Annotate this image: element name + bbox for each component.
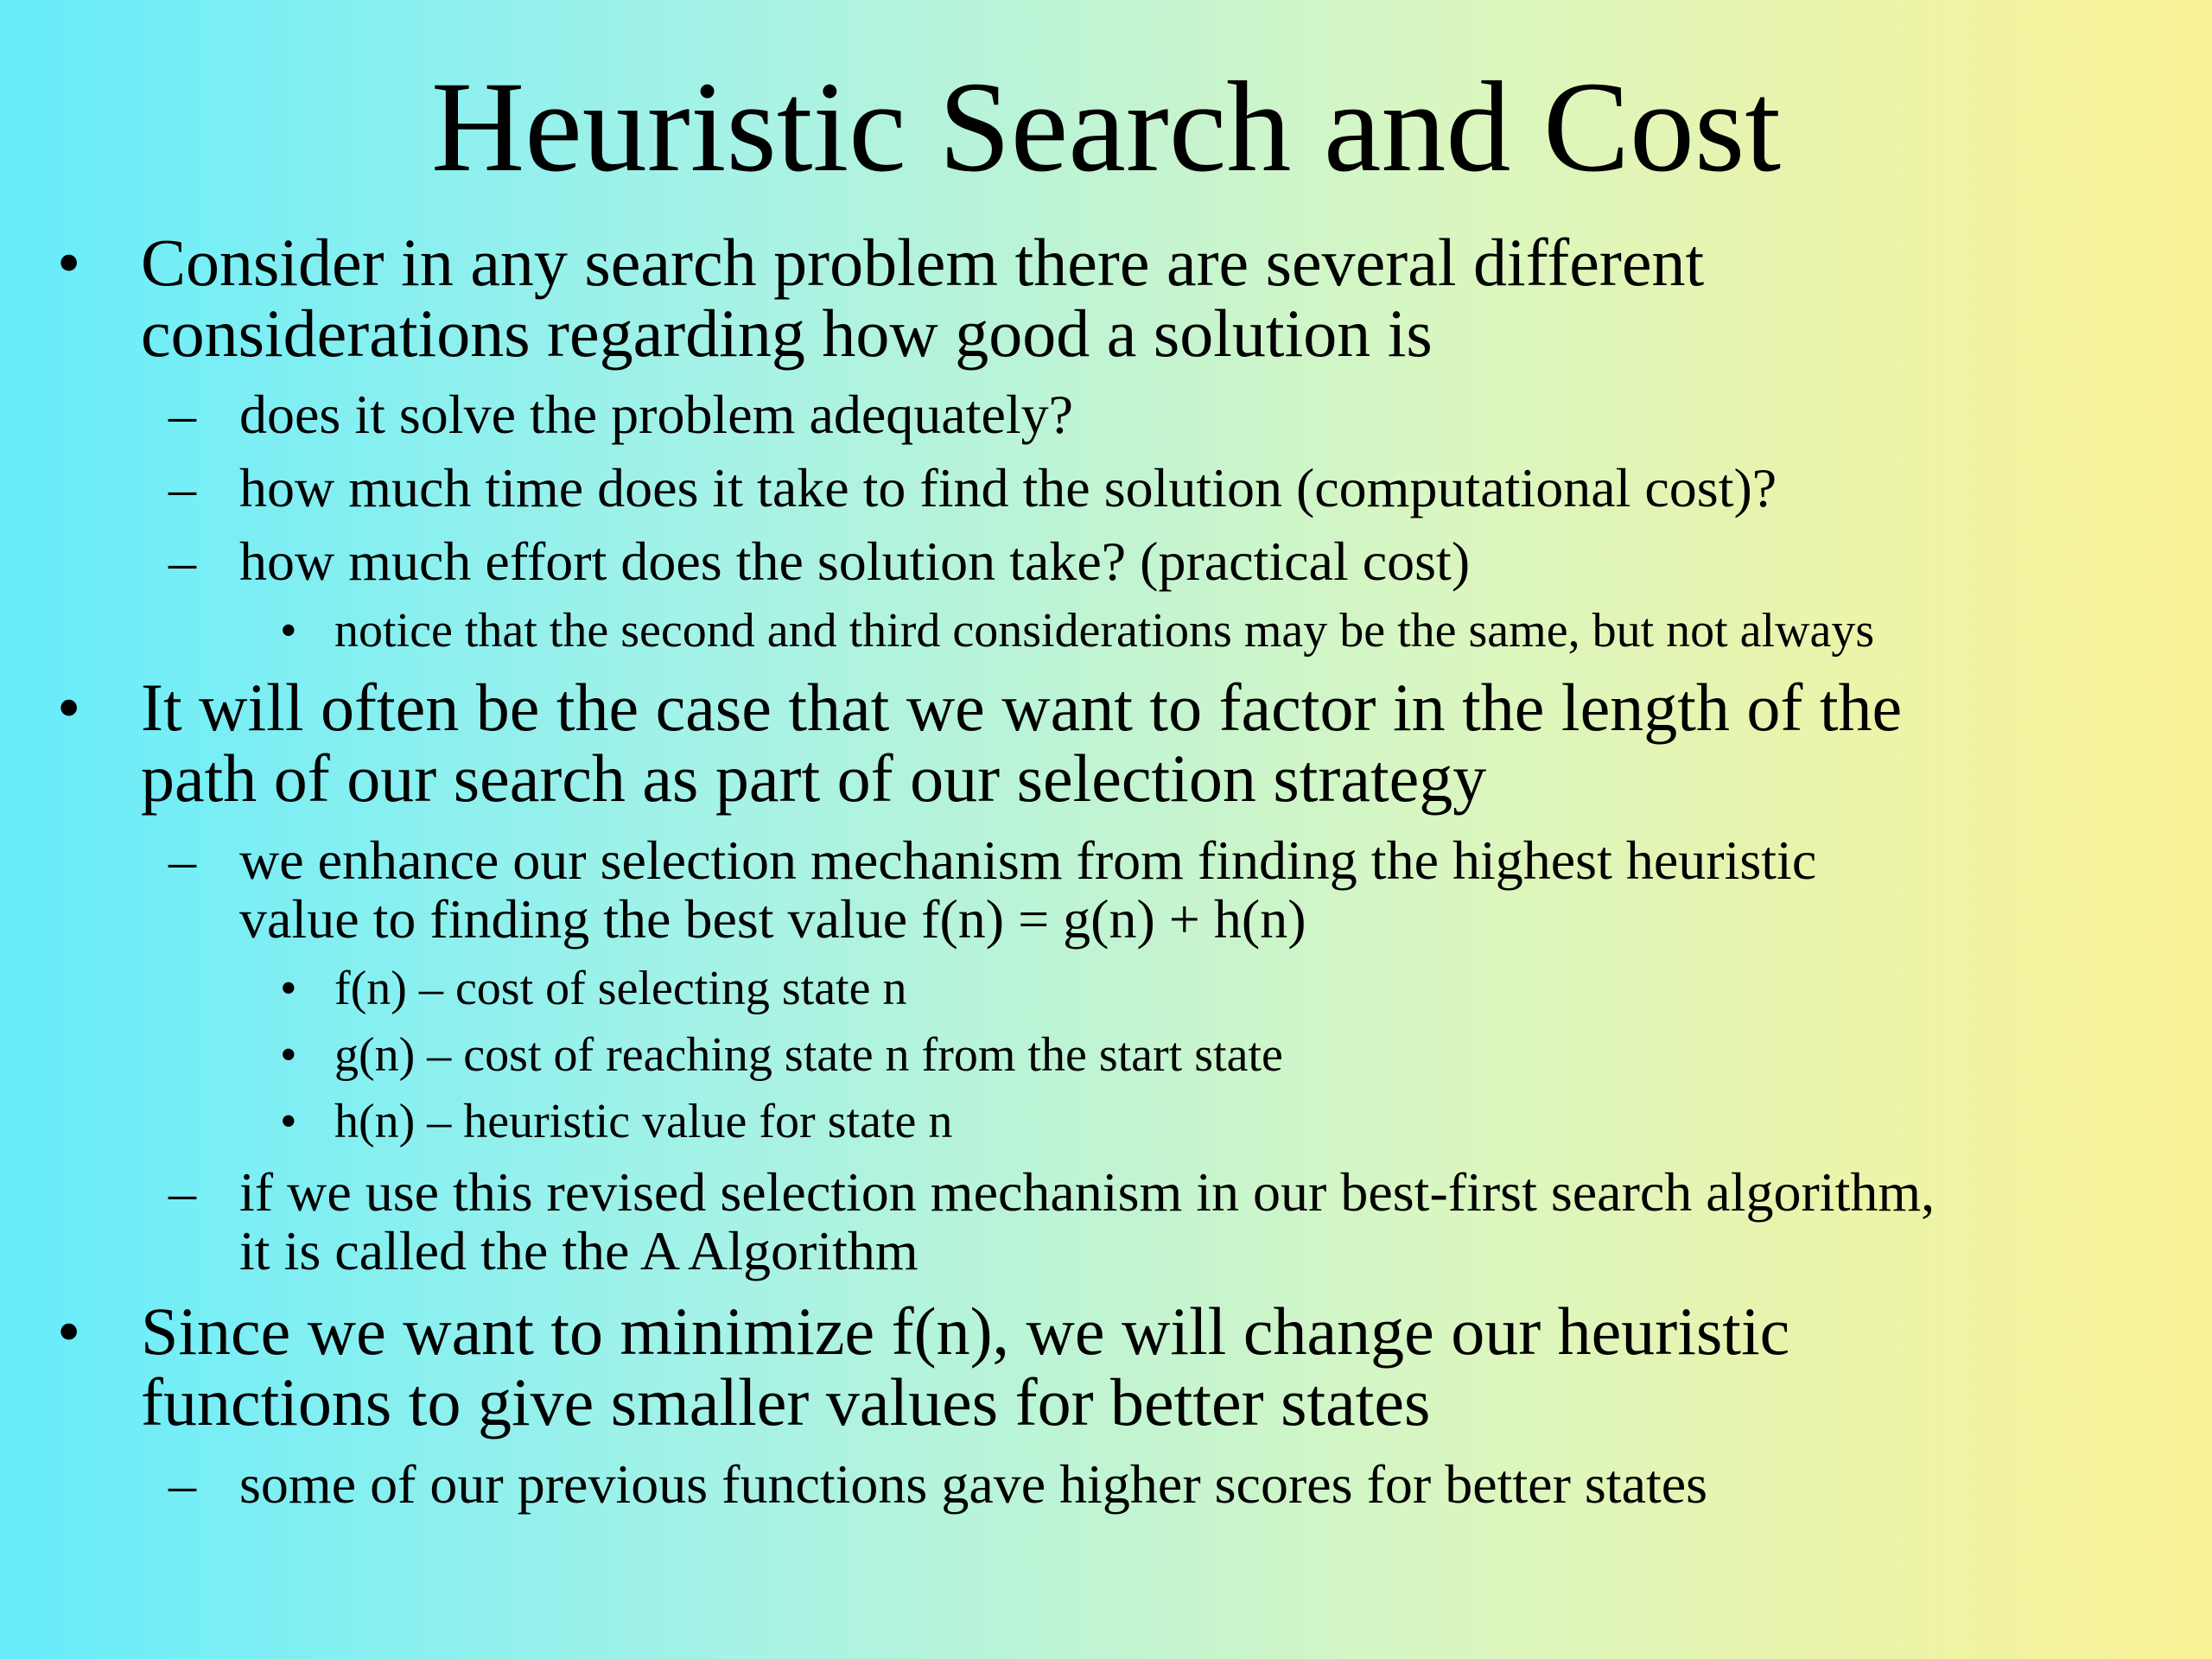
sub-bullet-text: we enhance our selection mechanism from finding the highest heuristic	[239, 830, 1817, 891]
dash-marker: –	[168, 830, 196, 891]
bullet-text: path of our search as part of our selection strategy	[141, 741, 1487, 816]
bullet-text: Since we want to minimize f(n), we will change our heuristic	[141, 1294, 1790, 1369]
slide-title: Heuristic Search and Cost	[430, 55, 1782, 199]
bullet-marker: •	[280, 604, 297, 658]
bullet-text: It will often be the case that we want to factor in the length of the	[141, 670, 1903, 745]
sub-sub-bullet-text: notice that the second and third considerations may be the same, but not always	[334, 604, 1875, 658]
sub-bullet-text: does it solve the problem adequately?	[239, 384, 1074, 445]
bullet-marker: •	[280, 1028, 297, 1082]
bullet-text: Consider in any search problem there are several different	[141, 225, 1705, 300]
sub-sub-bullet-text: f(n) – cost of selecting state n	[334, 962, 907, 1015]
sub-bullet-text: how much time does it take to find the solution (computational cost)?	[239, 457, 1777, 518]
dash-marker: –	[168, 384, 196, 445]
dash-marker: –	[168, 531, 196, 592]
sub-sub-bullet-text: g(n) – cost of reaching state n from the start state	[334, 1028, 1283, 1082]
bullet-marker: •	[57, 225, 81, 300]
sub-sub-bullet-text: h(n) – heuristic value for state n	[334, 1095, 953, 1148]
sub-bullet-text: value to finding the best value f(n) = g(n) + h(n)	[239, 888, 1306, 950]
bullet-marker: •	[57, 670, 81, 745]
dash-marker: –	[168, 1453, 196, 1515]
bullet-marker: •	[280, 1095, 297, 1148]
bullet-marker: •	[280, 962, 297, 1015]
bullet-text: functions to give smaller values for better states	[141, 1364, 1431, 1440]
dash-marker: –	[168, 1161, 196, 1223]
bullet-marker: •	[57, 1294, 81, 1369]
dash-marker: –	[168, 457, 196, 518]
sub-bullet-text: it is called the the A Algorithm	[239, 1220, 918, 1281]
sub-bullet-text: some of our previous functions gave higher scores for better states	[239, 1453, 1708, 1515]
bullet-text: considerations regarding how good a solution is	[141, 296, 1433, 371]
sub-bullet-text: if we use this revised selection mechanism in our best-first search algorithm,	[239, 1161, 1936, 1223]
sub-bullet-text: how much effort does the solution take? (practical cost)	[239, 531, 1471, 592]
